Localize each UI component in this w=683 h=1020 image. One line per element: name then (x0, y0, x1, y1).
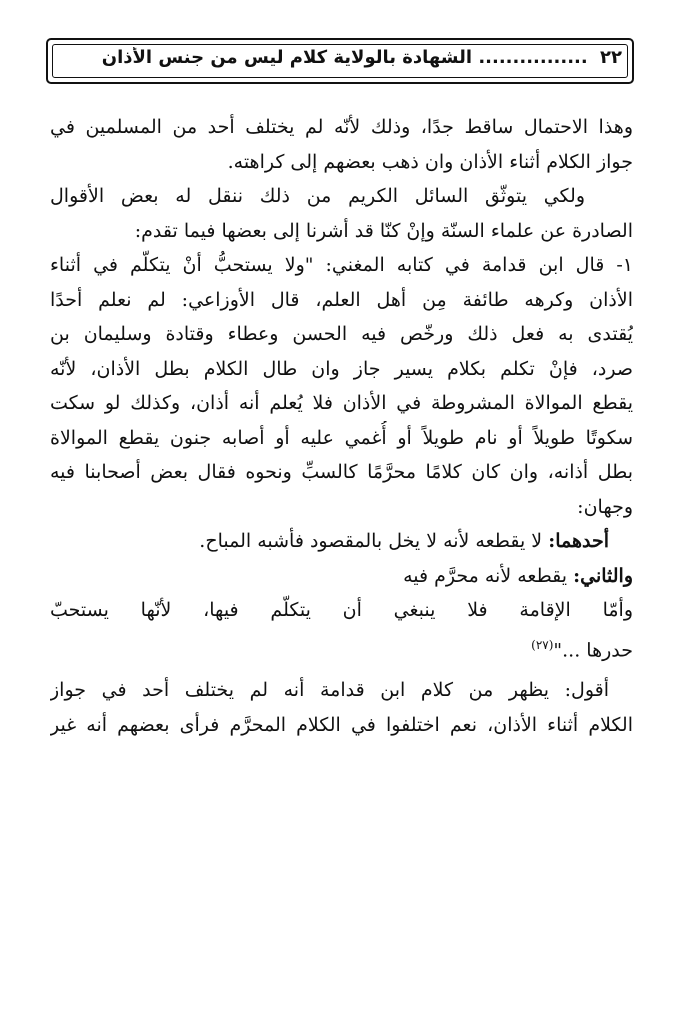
running-header (46, 38, 634, 84)
opinion-one-text: لا يقطعه لأنه لا يخل بالمقصود فأشبه المباح. (199, 530, 549, 552)
text-line: الصادرة عن علماء السنّة وإنْ كنّا قد أشرنا إلى بعضها فيما تقدم: (134, 219, 633, 242)
text-line: وهذا الاحتمال ساقط جدًا، وذلك لأنّه لم يختلف أحد من المسلمين في (50, 116, 633, 138)
text-line: الأذان وكرهه طائفة مِن أهل العلم، قال الأوزاعي: لم نعلم أحدًا (50, 288, 633, 311)
text-line: وأمّا الإقامة فلا ينبغي أن يتكلّم فيها، لأنّها يستحبّ (50, 599, 633, 621)
text-line: وجهان: (577, 495, 633, 518)
text-line: سكوتًا طويلاً أو نام طويلاً أو أُغمي عليه أو أصابه جنون يقطع الموالاة (50, 426, 633, 449)
text-line: ولكي يتوثّق السائل الكريم من ذلك ننقل له بعض الأقوال (50, 185, 585, 207)
text-line: الكلام أثناء الأذان، نعم اختلفوا في الكلام المحرَّم فرأى بعضهم أنه غير (50, 713, 633, 736)
opinion-one-label: أحدهما: (548, 530, 609, 552)
opinion-two-text: يقطعه لأنه محرَّم فيه (403, 564, 574, 587)
text-line: بطل أذانه، وان كان كلامًا محرَّمًا كالسبِّ ونحوه فقال بعض أصحابنا فيه (50, 461, 633, 483)
text-line: صرد، فإنْ تكلم بكلام يسير جاز وان طال الكلام بطل الأذان، لأنّه (50, 357, 633, 380)
opinion-one (50, 524, 633, 559)
header-text (58, 47, 622, 68)
text-line: ١- قال ابن قدامة في كتابه المغني: "ولا يستحبُّ أنْ يتكلّم في أثناء (50, 254, 633, 276)
text-line: يقطع الموالاة المشروطة في الأذان فلا يُعلم أنه أذان، وكذلك لو سكت (50, 392, 633, 414)
footnote-reference[interactable]: (٢٧) (531, 637, 554, 652)
opinion-two-label: والثاني: (573, 564, 633, 587)
text-line: يُقتدى به فعل ذلك ورخّص فيه الحسن وعطاء وقتادة وسليمان بن (50, 323, 633, 345)
opinion-two (50, 559, 633, 594)
text-line: أقول: يظهر من كلام ابن قدامة أنه لم يختلف أحد في جواز (50, 679, 609, 702)
page-number: ٢٢ (600, 47, 622, 68)
header-title: الشهادة بالولاية كلام ليس من جنس الأذان (101, 47, 473, 68)
header-dot-leader: ................ (478, 47, 588, 68)
text-line: حدرها ..." (553, 638, 633, 661)
text-line-with-footnote (50, 628, 633, 668)
text-line: جواز الكلام أثناء الأذان وان ذهب بعضهم إلى كراهته. (227, 150, 633, 173)
page-body (50, 110, 633, 742)
